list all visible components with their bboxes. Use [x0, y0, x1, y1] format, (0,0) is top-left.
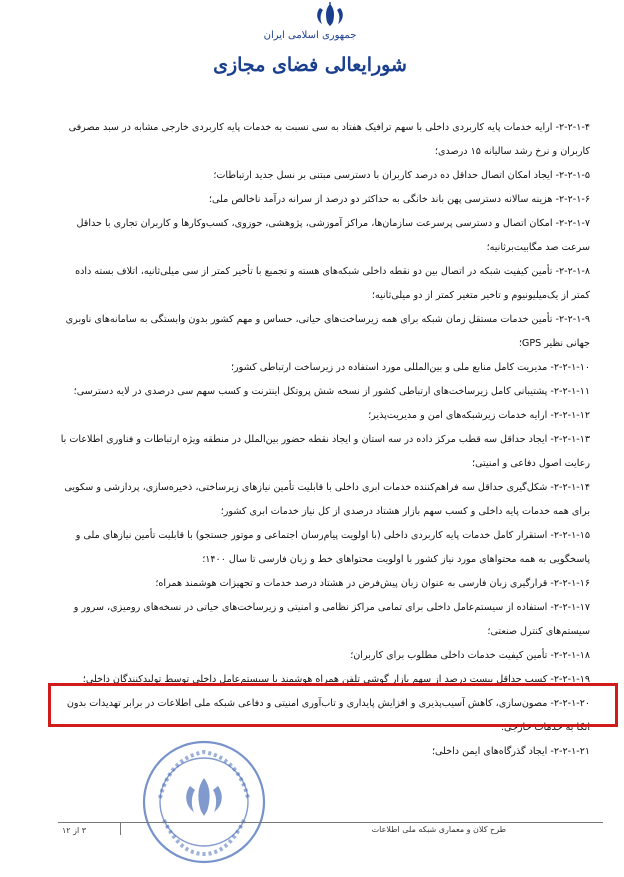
page-number: ۳ از ۱۲ [62, 826, 87, 835]
clause-item: ۲-۲-۱-۱۷- استفاده از سیستم‌عامل داخلی برای تمامی مراکز نظامی و امنیتی و زیرساخت‌های حیاتی در نسخه‌های رومیزی، سرور و سیستم‌های کنترل صنعتی؛ [73, 602, 590, 637]
header-title: شورایعالی فضای مجازی [213, 54, 407, 76]
clause-list [60, 116, 590, 764]
clause-item: ۲-۲-۱-۹- تأمین خدمات مستقل زمان شبکه برای همه زیرساخت‌های حیاتی، حساس و مهم کشور بدون وابستگی به سامانه‌های ناوبری جهانی نظیر GPS؛ [65, 314, 590, 349]
clause-item: ۲-۲-۱-۱۱- پشتیبانی کامل زیرساخت‌های ارتباطی کشور از نسخه شش پروتکل اینترنت و کسب سهم سی درصدی در لایه دسترسی؛ [73, 386, 590, 397]
footer-divider [120, 823, 121, 835]
clause-item: ۲-۲-۱-۴- ارایه خدمات پایه کاربردی داخلی با سهم ترافیک هفتاد به سی نسبت به خدمات پایه کاربردی خارجی مشابه در سبد مصرفی کاربران و نرخ رشد سالیانه ۱۵ درصدی؛ [68, 122, 590, 157]
clause-item: ۲-۲-۱-۱۳- ایجاد حداقل سه قطب مرکز داده در سه استان و ایجاد نقطه حضور بین‌الملل در منطقه ویژه ارتباطات و فناوری اطلاعات با رعایت اصول دفاعی و امنیتی؛ [60, 434, 590, 469]
iran-emblem-icon [312, 2, 348, 28]
clause-item: ۲-۲-۱-۱۴- شکل‌گیری حداقل سه فراهم‌کننده خدمات ابری داخلی با قابلیت تأمین نیازهای زیرساختی، ذخیره‌سازی، پردازشی و سکویی برای همه خدمات پایه داخلی و کسب سهم بازار هشتاد درصدی از کل نیاز خدمات ابری کشور؛ [64, 482, 590, 517]
clause-item: ۲-۲-۱-۱۲- ارایه خدمات زیرشبکه‌های امن و مدیریت‌پذیر؛ [368, 410, 590, 421]
clause-item: ۲-۲-۱-۲۱- ایجاد گذرگاه‌های ایمن داخلی؛ [431, 746, 590, 757]
clause-item-highlighted: ۲-۲-۱-۱۹- کسب حداقل بیست درصد از سهم بازار گوشی تلفن همراه هوشمند با سیستم‌عامل داخلی توسط تولیدکنندگان داخلی؛ [82, 674, 590, 685]
header-subtitle: جمهوری اسلامی ایران [263, 30, 357, 41]
clause-item: ۲-۲-۱-۲۰- مصون‌سازی، کاهش آسیب‌پذیری و افزایش پایداری و تاب‌آوری امنیتی و دفاعی شبکه ملی اطلاعات در برابر تهدیدات بدون اتکا به خدمات خارجی؛ [66, 698, 590, 733]
clause-item: ۲-۲-۱-۶- هزینه سالانه دسترسی پهن باند خانگی به حداکثر دو درصد از سرانه درآمد ناخالص ملی؛ [208, 194, 590, 205]
clause-item: ۲-۲-۱-۸- تأمین کیفیت شبکه در اتصال بین دو نقطه داخلی شبکه‌های هسته و تجمیع با تأخیر کمتر از سی میلی‌ثانیه، اتلاف بسته داده کمتر از یک‌میلیونیوم و تاخیر متغیر کمتر از دو میلی‌ثانیه؛ [75, 266, 590, 301]
clause-item: ۲-۲-۱-۵- ایجاد امکان اتصال حداقل ده درصد کاربران با دسترسی مبتنی بر نسل جدید ارتباطات؛ [213, 170, 590, 181]
footer-doc-title: طرح کلان و معماری شبکه ملی اطلاعات [371, 825, 506, 834]
clause-item: ۲-۲-۱-۷- امکان اتصال و دسترسی پرسرعت سازمان‌ها، مراکز آموزشی، پژوهشی، حوزوی، کسب‌وکارها و کاربران تجاری با حداقل سرعت صد مگابیت‌برثانیه؛ [76, 218, 590, 253]
clause-item: ۲-۲-۱-۱۸- تأمین کیفیت خدمات داخلی مطلوب برای کاربران؛ [350, 650, 590, 661]
clause-item: ۲-۲-۱-۱۵- استقرار کامل خدمات پایه کاربردی داخلی (با اولویت پیام‌رسان اجتماعی و موتور جستجو) با قابلیت تأمین نیازهای ملی و پاسخگویی به همه محتواهای مورد نیاز کشور با اولویت محتواهای خط و زبان فارسی تا سال ۱۴۰۰؛ [75, 530, 590, 565]
footer-rule [58, 822, 603, 823]
official-seal [140, 738, 268, 866]
clause-item: ۲-۲-۱-۱۰- مدیریت کامل منابع ملی و بین‌المللی مورد استفاده در زیرساخت ارتباطی کشور؛ [230, 362, 590, 373]
clause-item: ۲-۲-۱-۱۶- قرارگیری زبان فارسی به عنوان زبان پیش‌فرض در هشتاد درصد خدمات و تجهیزات هوشمند همراه؛ [155, 578, 590, 589]
highlight-box [48, 683, 618, 727]
